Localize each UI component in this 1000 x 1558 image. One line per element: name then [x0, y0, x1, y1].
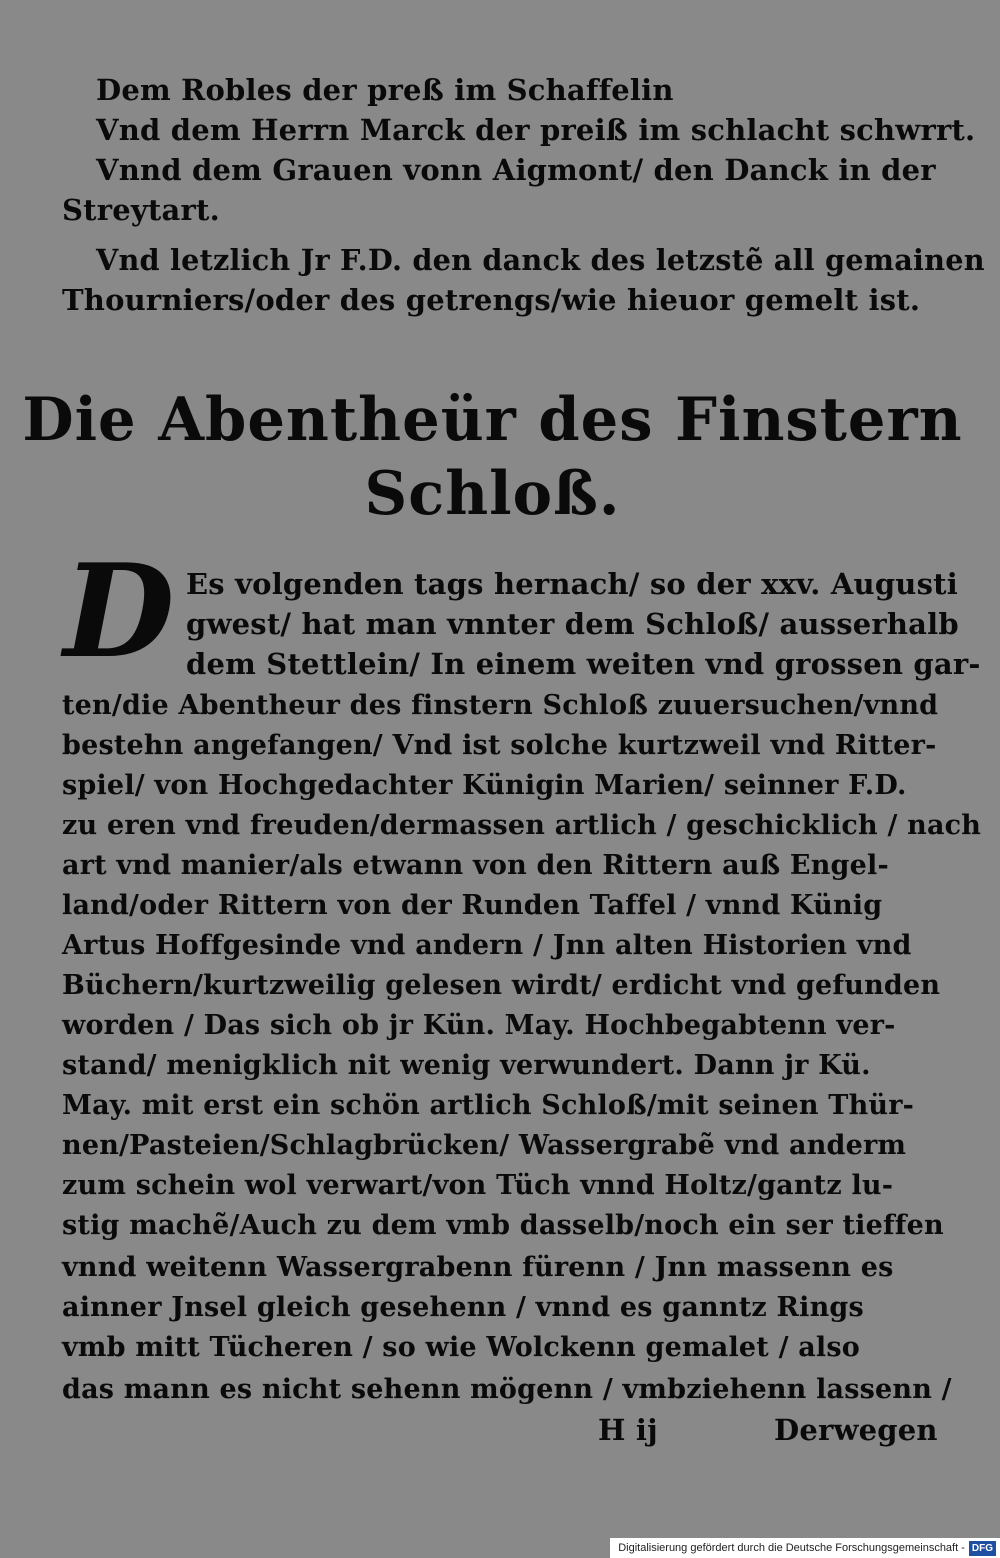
body-line-19: ainner Jnsel gleich gesehenn / vnnd es ganntz Rings: [62, 1292, 864, 1323]
body-line-10: Artus Hoffgesinde vnd andern / Jnn alten Historien vnd: [62, 930, 912, 961]
body-line-3: dem Stettlein/ In einem weiten vnd grossen gar-: [186, 647, 981, 681]
text-line-2: Vnd dem Herrn Marck der preiß im schlacht schwrrt.: [96, 113, 976, 147]
text-line-5: Vnd letzlich Jr F.D. den danck des letzstẽ all gemainen: [96, 243, 985, 277]
body-line-6: spiel/ von Hochgedachter Künigin Marien/ seinner F.D.: [62, 770, 907, 801]
chapter-heading-line-2: Schloß.: [364, 459, 621, 529]
body-line-17: stig machẽ/Auch zu dem vmb dasselb/noch ein ser tieffen: [62, 1210, 944, 1241]
text-line-1: Dem Robles der preß im Schaffelin: [96, 73, 674, 107]
text-line-6: Thourniers/oder des getrengs/wie hieuor gemelt ist.: [62, 283, 921, 317]
body-line-8: art vnd manier/als etwann von den Rittern auß Engel-: [62, 850, 889, 881]
body-line-5: bestehn angefangen/ Vnd ist solche kurtzweil vnd Ritter-: [62, 730, 937, 761]
initial-letter: D: [63, 537, 175, 687]
body-line-20: vmb mitt Tücheren / so wie Wolckenn gemalet / also: [62, 1332, 860, 1363]
body-line-14: May. mit erst ein schön artlich Schloß/mit seinen Thür-: [62, 1090, 915, 1121]
body-line-1: Es volgenden tags hernach/ so der xxv. Augusti: [186, 567, 958, 601]
text-line-3: Vnnd dem Grauen vonn Aigmont/ den Danck in der: [96, 153, 936, 187]
dfg-logo: DFG: [969, 1541, 996, 1556]
body-line-7: zu eren vnd freuden/dermassen artlich / geschicklich / nach: [62, 810, 982, 841]
text-line-4: Streytart.: [62, 193, 220, 227]
body-line-4: ten/die Abentheur des finstern Schloß zuuersuchen/vnnd: [62, 690, 939, 721]
body-line-15: nen/Pasteien/Schlagbrücken/ Wassergrabẽ vnd anderm: [62, 1130, 907, 1161]
body-line-21: das mann es nicht sehenn mögenn / vmbziehenn lassenn /: [62, 1374, 952, 1405]
decorated-initial: [58, 537, 180, 688]
body-line-18: vnnd weitenn Wassergrabenn fürenn / Jnn massenn es: [62, 1252, 894, 1283]
body-line-11: Büchern/kurtzweilig gelesen wirdt/ erdicht vnd gefunden: [62, 970, 941, 1001]
body-line-2: gwest/ hat man vnnter dem Schloß/ ausserhalb: [186, 607, 959, 641]
credit-text: Digitalisierung gefördert durch die Deutsche Forschungsgemeinschaft -: [618, 1542, 965, 1554]
body-line-16: zum schein wol verwart/von Tüch vnnd Holtz/gantz lu-: [62, 1170, 894, 1201]
body-line-12: worden / Das sich ob jr Kün. May. Hochbegabtenn ver-: [62, 1010, 896, 1041]
chapter-heading-line-1: Die Abentheür des Finstern: [22, 385, 963, 455]
digitization-credit: [610, 1538, 1000, 1558]
body-line-9: land/oder Rittern von der Runden Taffel / vnnd Künig: [62, 890, 883, 921]
catchword: Derwegen: [774, 1413, 938, 1447]
body-line-13: stand/ menigklich nit wenig verwundert. Dann jr Kü.: [62, 1050, 871, 1081]
signature-mark: H ij: [598, 1413, 658, 1447]
